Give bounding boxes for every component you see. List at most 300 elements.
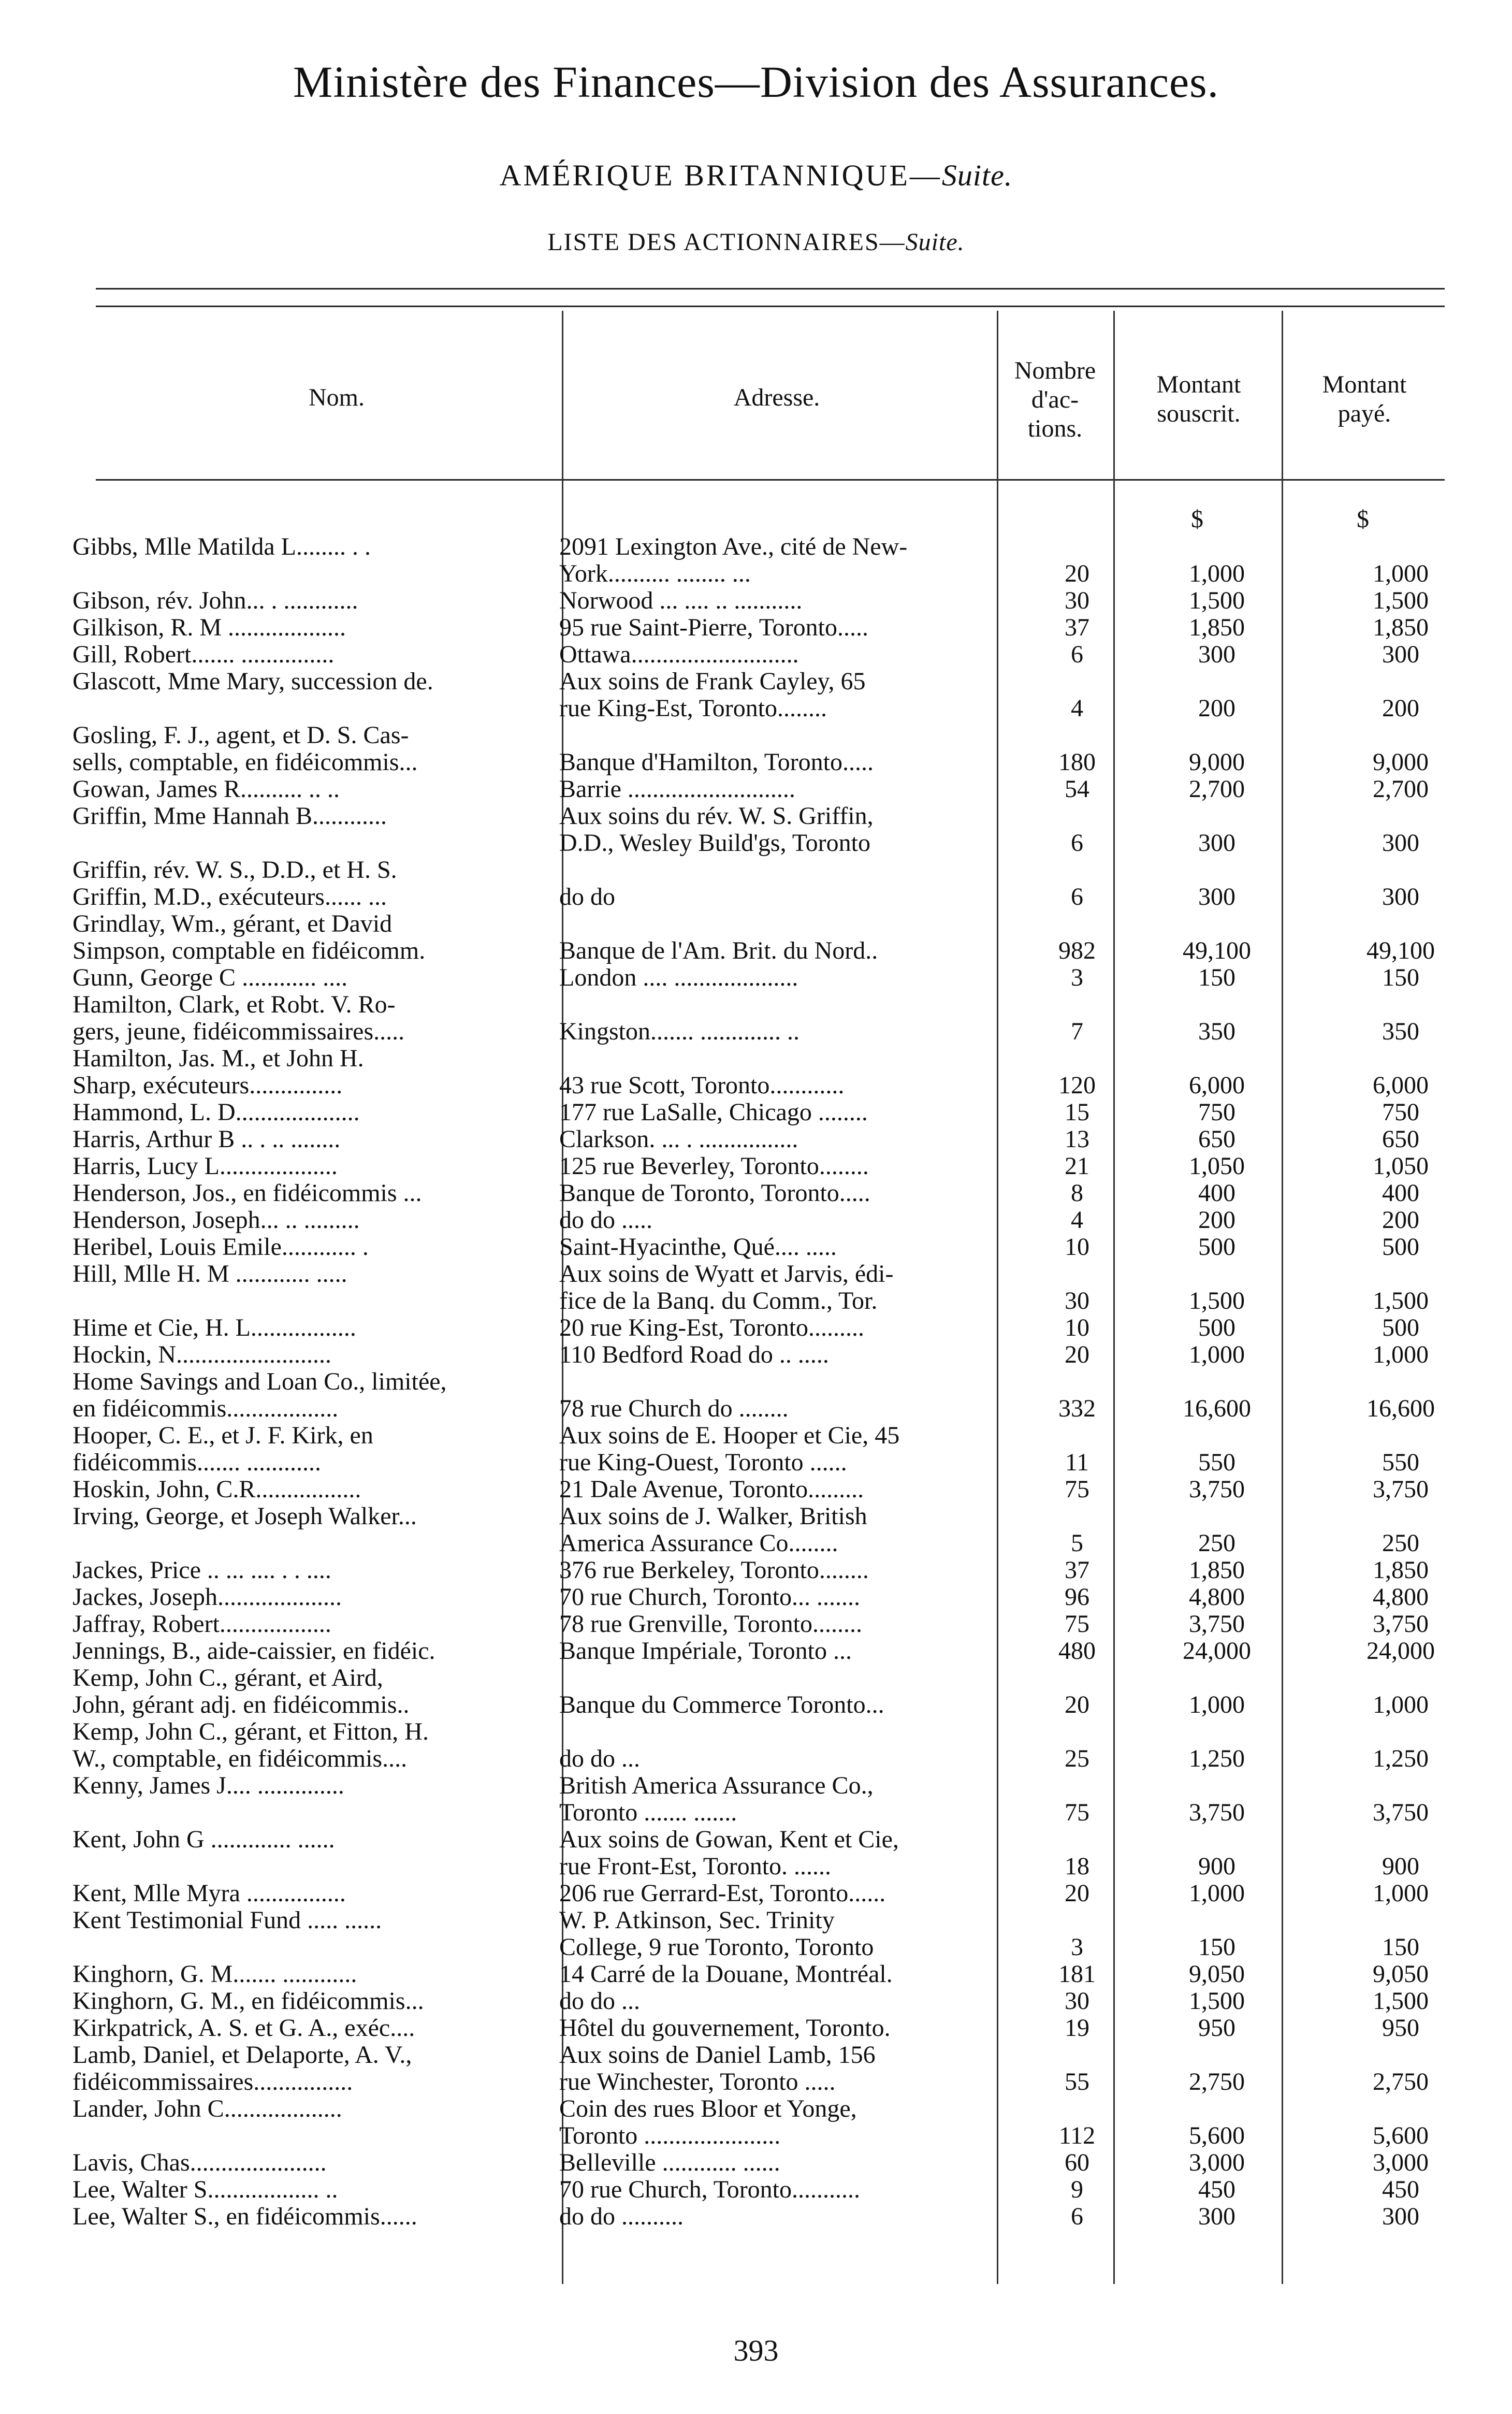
shareholder-address-line: Banque de l'Am. Brit. du Nord..: [559, 937, 878, 964]
shareholder-name-line: Griffin, Mme Hannah B............: [72, 802, 387, 830]
shareholder-name-line: Jennings, B., aide-caissier, en fidéic.: [72, 1637, 435, 1665]
shareholder-address-line: 206 rue Gerrard-Est, Toronto......: [559, 1880, 886, 1907]
shareholder-name: [72, 1638, 541, 1665]
shareholder-address-line: Banque d'Hamilton, Toronto.....: [559, 748, 874, 776]
shareholder-address-line: London .... ....................: [559, 964, 798, 991]
shareholder-address-line: Aux soins de J. Walker, British: [559, 1502, 867, 1530]
shareholder-address: [559, 937, 1025, 964]
share-count: 4: [1071, 1206, 1083, 1234]
amount-paid: 200: [1382, 695, 1419, 722]
amount-paid: 750: [1382, 1098, 1419, 1126]
share-count: 6: [1071, 883, 1083, 910]
shareholder-name-line: Hamilton, Clark, et Robt. V. Ro-: [72, 991, 396, 1018]
shareholder-name-line: Henderson, Joseph... .. .........: [72, 1206, 360, 1234]
shareholder-name: [72, 1180, 541, 1207]
shareholder-address-line: Aux soins de Daniel Lamb, 156: [559, 2041, 876, 2069]
shareholder-address: [559, 884, 1025, 910]
amount-paid: 6,000: [1373, 1072, 1429, 1099]
shareholder-address: [559, 533, 1025, 587]
shareholder-name: [72, 857, 541, 910]
amount-subscribed: 9,000: [1189, 748, 1245, 776]
shareholder-name: [72, 2149, 541, 2176]
share-count: 30: [1065, 587, 1089, 614]
share-count: 6: [1071, 641, 1083, 668]
shareholder-name: [72, 1988, 541, 2015]
shareholder-address: [559, 2042, 1025, 2095]
amount-subscribed: 150: [1198, 1933, 1235, 1961]
amount-subscribed: 1,850: [1189, 1556, 1245, 1584]
shareholder-name-line: Kinghorn, G. M....... ............: [72, 1960, 357, 1988]
amount-subscribed: 900: [1198, 1853, 1235, 1880]
share-count: 37: [1065, 614, 1089, 641]
shareholder-address: [559, 1880, 1025, 1907]
amount-paid: 400: [1382, 1179, 1419, 1207]
shareholder-name-line: Griffin, rév. W. S., D.D., et H. S.: [72, 856, 397, 884]
shareholder-address-line: rue Winchester, Toronto .....: [559, 2068, 836, 2095]
share-count: 6: [1071, 829, 1083, 857]
shareholder-name-line: Jackes, Price .. ... .... . . ....: [72, 1556, 331, 1584]
shareholder-name-line: Gibbs, Mlle Matilda L........ . .: [72, 533, 371, 560]
shareholder-address: [559, 1988, 1025, 2015]
shareholder-name: [72, 2203, 541, 2230]
amount-paid: 1,500: [1373, 1987, 1429, 2015]
shareholder-address: [559, 1261, 1025, 1314]
shareholder-name-line: Hoskin, John, C.R.................: [72, 1476, 361, 1503]
shareholder-name: [72, 1476, 541, 1503]
amount-subscribed: 9,050: [1189, 1960, 1245, 1988]
shareholder-address: [559, 1584, 1025, 1611]
shareholder-name-line: Kirkpatrick, A. S. et G. A., exéc....: [72, 2014, 415, 2042]
section-subtitle: [0, 158, 1512, 193]
amount-paid: 9,000: [1373, 748, 1429, 776]
amount-paid: 300: [1382, 2203, 1419, 2230]
amount-paid: 1,000: [1373, 560, 1429, 587]
amount-paid: 350: [1382, 1018, 1419, 1045]
shareholder-address-line: rue King-Ouest, Toronto ......: [559, 1449, 847, 1476]
share-count: 55: [1065, 2068, 1089, 2095]
shareholder-address-line: Aux soins de E. Hooper et Cie, 45: [559, 1422, 900, 1449]
share-count: 332: [1058, 1395, 1096, 1422]
share-count: 8: [1071, 1179, 1083, 1207]
shareholder-name-line: Sharp, exécuteurs...............: [72, 1072, 343, 1099]
shareholder-name-line: Lee, Walter S., en fidéicommis......: [72, 2203, 417, 2230]
share-count: 20: [1065, 560, 1089, 587]
shareholder-name-line: Gunn, George C ............ ....: [72, 964, 348, 991]
amount-subscribed: 200: [1198, 1206, 1235, 1234]
shareholder-address: [559, 2015, 1025, 2042]
shareholder-address-line: do do ..........: [559, 2203, 684, 2230]
shareholder-name: [72, 1099, 541, 1126]
shareholder-name-line: Harris, Lucy L...................: [72, 1152, 338, 1180]
shareholder-address-line: Belleville ............ ......: [559, 2149, 780, 2176]
shareholder-address-line: 110 Bedford Road do .. .....: [559, 1341, 829, 1368]
amount-paid: 1,000: [1373, 1691, 1429, 1718]
amount-paid: 1,500: [1373, 1287, 1429, 1314]
shareholder-name-line: Lavis, Chas......................: [72, 2149, 327, 2176]
shareholder-address-line: Aux soins de Frank Cayley, 65: [559, 668, 866, 695]
shareholder-name-line: Gosling, F. J., agent, et D. S. Cas-: [72, 721, 409, 749]
shareholder-address: [559, 1234, 1025, 1261]
amount-subscribed: 1,000: [1189, 1691, 1245, 1718]
amount-subscribed: 150: [1198, 964, 1235, 991]
share-count: 20: [1065, 1341, 1089, 1368]
amount-paid: 650: [1382, 1125, 1419, 1153]
shareholder-address: [559, 1153, 1025, 1180]
shareholder-address-line: do do .....: [559, 1206, 652, 1234]
shareholder-name-line: Jaffray, Robert..................: [72, 1610, 331, 1638]
shareholder-address: [559, 964, 1025, 991]
shareholder-address: [559, 2203, 1025, 2230]
shareholder-address-line: Aux soins de Gowan, Kent et Cie,: [559, 1826, 899, 1853]
shareholder-name: [72, 1584, 541, 1611]
shareholder-name: [72, 910, 541, 964]
amount-subscribed: 650: [1198, 1125, 1235, 1153]
shareholder-name-line: Gowan, James R.......... .. ..: [72, 775, 340, 803]
currency-symbol: $: [1357, 505, 1369, 533]
shareholder-name: [72, 991, 541, 1045]
amount-paid: 1,500: [1373, 587, 1429, 614]
shareholder-name-line: Simpson, comptable en fidéicomm.: [72, 937, 426, 964]
shareholder-address-line: do do: [559, 883, 615, 910]
shareholder-name: [72, 1718, 541, 1772]
shareholder-address-line: Barrie ...........................: [559, 775, 795, 803]
shareholder-address: [559, 1018, 1025, 1045]
shareholder-address-line: W. P. Atkinson, Sec. Trinity: [559, 1906, 835, 1934]
amount-subscribed: 300: [1198, 2203, 1235, 2230]
shareholder-name: [72, 1503, 541, 1530]
shareholder-address: [559, 2095, 1025, 2149]
shareholder-address-line: Toronto ......................: [559, 2122, 781, 2149]
amount-paid: 500: [1382, 1233, 1419, 1261]
shareholder-name-line: Kent Testimonial Fund ..... ......: [72, 1906, 382, 1934]
shareholder-name-line: Glascott, Mme Mary, succession de.: [72, 668, 433, 695]
amount-subscribed: 950: [1198, 2014, 1235, 2042]
col-header-nombre-line: tions.: [1027, 415, 1083, 442]
shareholder-name: [72, 533, 541, 560]
shareholder-address-line: 70 rue Church, Toronto...........: [559, 2176, 861, 2203]
shareholder-address-line: 125 rue Beverley, Toronto........: [559, 1152, 869, 1180]
amount-paid: 300: [1382, 883, 1419, 910]
shareholder-address-line: Banque de Toronto, Toronto.....: [559, 1179, 870, 1207]
shareholder-address-line: 78 rue Church do ........: [559, 1395, 789, 1422]
share-count: 11: [1065, 1449, 1089, 1476]
amount-paid: 3,750: [1373, 1610, 1429, 1638]
shareholder-address-line: Aux soins du rév. W. S. Griffin,: [559, 802, 874, 830]
shareholder-address: [559, 668, 1025, 722]
shareholder-address: [559, 1611, 1025, 1638]
amount-paid: 500: [1382, 1314, 1419, 1341]
shareholder-address-line: Ottawa...........................: [559, 641, 799, 668]
shareholder-address: [559, 1961, 1025, 1988]
shareholder-address: [559, 1207, 1025, 1234]
shareholder-name: [72, 1341, 541, 1368]
shareholder-name: [72, 1772, 541, 1799]
share-count: 60: [1065, 2149, 1089, 2176]
share-count: 120: [1058, 1072, 1096, 1099]
share-count: 75: [1065, 1476, 1089, 1503]
shareholder-name-line: Home Savings and Loan Co., limitée,: [72, 1368, 447, 1395]
amount-subscribed: 16,600: [1183, 1395, 1251, 1422]
list-title-suite: Suite.: [905, 228, 965, 256]
shareholder-address-line: Clarkson. ... . ................: [559, 1125, 798, 1153]
share-count: 5: [1071, 1529, 1083, 1557]
amount-subscribed: 1,000: [1189, 1341, 1245, 1368]
shareholder-address: [559, 614, 1025, 641]
amount-paid: 950: [1382, 2014, 1419, 2042]
amount-paid: 1,250: [1373, 1745, 1429, 1772]
shareholder-address-line: 2091 Lexington Ave., cité de New-: [559, 533, 908, 560]
shareholder-name-line: gers, jeune, fidéicommissaires.....: [72, 1018, 405, 1045]
share-count: 30: [1065, 1287, 1089, 1314]
shareholder-address: [559, 1745, 1025, 1772]
shareholder-address: [559, 1341, 1025, 1368]
shareholder-name: [72, 1422, 541, 1476]
amount-subscribed: 200: [1198, 695, 1235, 722]
shareholder-name-line: Hockin, N.........................: [72, 1341, 331, 1368]
shareholder-address-line: Banque Impériale, Toronto ...: [559, 1637, 852, 1665]
shareholder-name: [72, 1126, 541, 1153]
shareholder-address: [559, 1557, 1025, 1584]
amount-paid: 2,700: [1373, 775, 1429, 803]
shareholder-address-line: Toronto ....... .......: [559, 1799, 737, 1826]
col-header-nombre-line: d'ac-: [1031, 386, 1079, 413]
share-count: 25: [1065, 1745, 1089, 1772]
shareholder-name-line: Kenny, James J.... ..............: [72, 1772, 344, 1799]
amount-subscribed: 1,500: [1189, 1987, 1245, 2015]
shareholder-address: [559, 1126, 1025, 1153]
amount-subscribed: 49,100: [1183, 937, 1251, 964]
shareholder-address: [559, 1476, 1025, 1503]
amount-paid: 1,850: [1373, 614, 1429, 641]
amount-subscribed: 3,750: [1189, 1799, 1245, 1826]
shareholder-name-line: Irving, George, et Joseph Walker...: [72, 1502, 417, 1530]
shareholder-address-line: British America Assurance Co.,: [559, 1772, 874, 1799]
shareholder-address: [559, 1503, 1025, 1557]
col-header-paye: [1284, 370, 1445, 428]
amount-subscribed: 2,700: [1189, 775, 1245, 803]
share-count: 4: [1071, 695, 1083, 722]
shareholder-name-line: W., comptable, en fidéicommis....: [72, 1745, 408, 1772]
amount-paid: 1,850: [1373, 1556, 1429, 1584]
share-count: 10: [1065, 1233, 1089, 1261]
share-count: 21: [1065, 1152, 1089, 1180]
share-count: 181: [1058, 1960, 1096, 1988]
shareholder-address-line: Saint-Hyacinthe, Qué.... .....: [559, 1233, 837, 1261]
share-count: 96: [1065, 1583, 1089, 1611]
shareholder-name: [72, 587, 541, 614]
shareholder-address: [559, 2149, 1025, 2176]
amount-paid: 24,000: [1366, 1637, 1435, 1665]
shareholder-address: [559, 776, 1025, 803]
amount-subscribed: 300: [1198, 883, 1235, 910]
share-count: 10: [1065, 1314, 1089, 1341]
shareholder-address-line: do do ...: [559, 1987, 640, 2015]
shareholder-name: [72, 964, 541, 991]
shareholder-name: [72, 1261, 541, 1288]
shareholder-name: [72, 1234, 541, 1261]
page-number: 393: [733, 2334, 779, 2367]
shareholder-name-line: Kent, Mlle Myra ................: [72, 1880, 346, 1907]
amount-subscribed: 1,050: [1189, 1152, 1245, 1180]
amount-paid: 900: [1382, 1853, 1419, 1880]
shareholder-name: [72, 668, 541, 695]
shareholder-name-line: Grindlay, Wm., gérant, et David: [72, 910, 392, 937]
share-count: 13: [1065, 1125, 1089, 1153]
amount-paid: 4,800: [1373, 1583, 1429, 1611]
amount-subscribed: 4,800: [1189, 1583, 1245, 1611]
page-title: Ministère des Finances—Division des Assurances.: [293, 57, 1219, 107]
share-count: 112: [1058, 2122, 1096, 2149]
shareholder-name: [72, 1826, 541, 1853]
share-count: 20: [1065, 1880, 1089, 1907]
shareholder-address: [559, 1907, 1025, 1961]
shareholder-address: [559, 641, 1025, 668]
col-header-paye-line: payé.: [1337, 400, 1391, 427]
subtitle-main: AMÉRIQUE BRITANNIQUE—: [499, 158, 942, 192]
shareholder-name: [72, 2176, 541, 2203]
amount-paid: 3,750: [1373, 1476, 1429, 1503]
shareholder-name: [72, 1961, 541, 1988]
amount-paid: 2,750: [1373, 2068, 1429, 2095]
amount-subscribed: 1,850: [1189, 614, 1245, 641]
shareholder-address-line: College, 9 rue Toronto, Toronto: [559, 1933, 874, 1961]
shareholder-name: [72, 1314, 541, 1341]
shareholder-address-line: rue King-Est, Toronto........: [559, 695, 827, 722]
shareholder-name-line: Gibson, rév. John... . ............: [72, 587, 358, 614]
top-rule-2: [96, 306, 1445, 307]
shareholder-address-line: Hôtel du gouvernement, Toronto.: [559, 2014, 891, 2042]
col-header-souscrit-line: Montant: [1156, 371, 1241, 398]
shareholder-address: [559, 1692, 1025, 1718]
shareholder-name-line: Griffin, M.D., exécuteurs...... ...: [72, 883, 387, 910]
shareholder-name-line: Hooper, C. E., et J. F. Kirk, en: [72, 1422, 373, 1449]
amount-subscribed: 500: [1198, 1314, 1235, 1341]
shareholder-address-line: do do ...: [559, 1745, 640, 1772]
col-header-nombre: [999, 356, 1111, 443]
shareholder-address: [559, 1180, 1025, 1207]
share-count: 15: [1065, 1098, 1089, 1126]
shareholder-name-line: sells, comptable, en fidéicommis...: [72, 748, 418, 776]
shareholder-name-line: Kemp, John C., gérant, et Aird,: [72, 1664, 383, 1692]
shareholder-name: [72, 1880, 541, 1907]
amount-paid: 250: [1382, 1529, 1419, 1557]
shareholder-address-line: 21 Dale Avenue, Toronto.........: [559, 1476, 864, 1503]
shareholder-name-line: Lee, Walter S.................. ..: [72, 2176, 338, 2203]
shareholder-address-line: 70 rue Church, Toronto... .......: [559, 1583, 861, 1611]
shareholder-address-line: York.......... ........ ...: [559, 560, 751, 587]
amount-subscribed: 1,000: [1189, 1880, 1245, 1907]
amount-subscribed: 1,250: [1189, 1745, 1245, 1772]
shareholder-name: [72, 1153, 541, 1180]
shareholder-name: [72, 722, 541, 776]
amount-paid: 16,600: [1366, 1395, 1435, 1422]
shareholder-name: [72, 641, 541, 668]
amount-paid: 1,050: [1373, 1152, 1429, 1180]
shareholder-address: [559, 1772, 1025, 1826]
shareholder-address-line: D.D., Wesley Build'gs, Toronto: [559, 829, 870, 857]
shareholder-address-line: Coin des rues Bloor et Yonge,: [559, 2095, 857, 2122]
amount-subscribed: 2,750: [1189, 2068, 1245, 2095]
share-count: 75: [1065, 1799, 1089, 1826]
shareholder-address-line: Aux soins de Wyatt et Jarvis, édi-: [559, 1260, 894, 1288]
shareholder-address: [559, 1422, 1025, 1476]
amount-subscribed: 400: [1198, 1179, 1235, 1207]
shareholder-address-line: 95 rue Saint-Pierre, Toronto.....: [559, 614, 868, 641]
shareholder-address-line: 43 rue Scott, Toronto............: [559, 1072, 845, 1099]
share-count: 19: [1065, 2014, 1089, 2042]
col-header-nom: Nom.: [309, 384, 365, 411]
list-title: [0, 228, 1512, 256]
shareholder-name-line: John, gérant adj. en fidéicommis..: [72, 1691, 410, 1718]
share-count: 982: [1058, 937, 1096, 964]
amount-subscribed: 1,500: [1189, 1287, 1245, 1314]
amount-paid: 300: [1382, 829, 1419, 857]
amount-subscribed: 3,750: [1189, 1610, 1245, 1638]
share-count: 480: [1058, 1637, 1096, 1665]
amount-paid: 3,750: [1373, 1799, 1429, 1826]
shareholder-address: [559, 1072, 1025, 1099]
shareholder-address: [559, 1826, 1025, 1880]
amount-subscribed: 3,750: [1189, 1476, 1245, 1503]
shareholder-address-line: 78 rue Grenville, Toronto........: [559, 1610, 862, 1638]
shareholder-name-line: Hamilton, Jas. M., et John H.: [72, 1045, 364, 1072]
shareholder-address-line: 20 rue King-Est, Toronto.........: [559, 1314, 865, 1341]
amount-subscribed: 1,000: [1189, 560, 1245, 587]
shareholder-address-line: America Assurance Co........: [559, 1529, 838, 1557]
shareholder-address: [559, 1395, 1025, 1422]
amount-paid: 200: [1382, 1206, 1419, 1234]
shareholder-address-line: 14 Carré de la Douane, Montréal.: [559, 1960, 893, 1988]
shareholder-name-line: Hammond, L. D....................: [72, 1098, 360, 1126]
shareholder-address-line: Banque du Commerce Toronto...: [559, 1691, 884, 1718]
share-count: 3: [1071, 1933, 1083, 1961]
col-header-souscrit-line: souscrit.: [1157, 400, 1241, 427]
amount-subscribed: 5,600: [1189, 2122, 1245, 2149]
shareholder-name: [72, 2042, 541, 2095]
shareholder-name-line: Kemp, John C., gérant, et Fitton, H.: [72, 1718, 429, 1745]
shareholder-name-line: Heribel, Louis Emile............ .: [72, 1233, 369, 1261]
shareholder-address-line: 177 rue LaSalle, Chicago ........: [559, 1098, 868, 1126]
shareholder-name: [72, 1557, 541, 1584]
share-count: 6: [1071, 2203, 1083, 2230]
amount-subscribed: 500: [1198, 1233, 1235, 1261]
shareholder-name-line: Kent, John G ............. ......: [72, 1826, 335, 1853]
col-header-paye-line: Montant: [1322, 371, 1407, 398]
shareholder-name: [72, 803, 541, 830]
list-title-main: LISTE DES ACTIONNAIRES—: [547, 228, 906, 256]
amount-paid: 3,000: [1373, 2149, 1429, 2176]
amount-subscribed: 6,000: [1189, 1072, 1245, 1099]
shareholder-name: [72, 2095, 541, 2122]
col-header-nombre-line: Nombre: [1014, 357, 1096, 384]
share-count: 37: [1065, 1556, 1089, 1584]
shareholder-address-line: 376 rue Berkeley, Toronto........: [559, 1556, 869, 1584]
shareholder-name: [72, 2015, 541, 2042]
share-count: 20: [1065, 1691, 1089, 1718]
currency-symbol: $: [1191, 505, 1203, 533]
shareholder-name: [72, 776, 541, 803]
shareholder-name: [72, 1907, 541, 1934]
amount-subscribed: 300: [1198, 829, 1235, 857]
share-count: 3: [1071, 964, 1083, 991]
amount-subscribed: 300: [1198, 641, 1235, 668]
amount-paid: 150: [1382, 964, 1419, 991]
shareholder-address-line: Kingston....... ............. ..: [559, 1018, 800, 1045]
shareholder-name-line: Lamb, Daniel, et Delaporte, A. V.,: [72, 2041, 412, 2069]
amount-subscribed: 1,500: [1189, 587, 1245, 614]
amount-paid: 1,000: [1373, 1880, 1429, 1907]
shareholder-name-line: en fidéicommis..................: [72, 1395, 339, 1422]
